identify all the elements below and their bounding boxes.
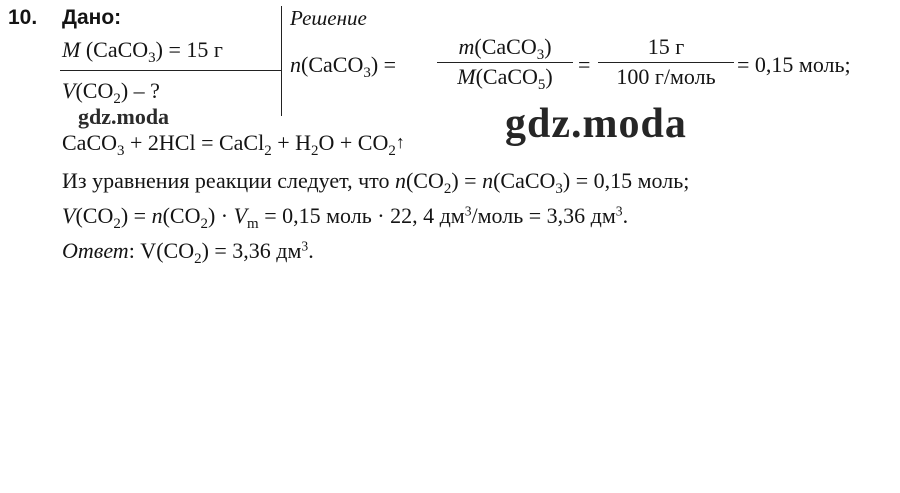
given-title: Дано: [62,6,122,29]
answer-body: : V(CO [128,238,195,263]
l2-s1: 2 [443,181,452,198]
given-find-sub: 2 [113,91,121,108]
reaction-d: O + CO [318,130,389,155]
frac1-numerator [437,34,573,64]
reaction-b-sub: 2 [264,143,272,160]
l3-s1: 2 [113,216,121,233]
reaction-b: + 2HCl = CaCl [124,130,265,155]
reaction-a-sub: 3 [117,143,125,160]
l2-text: Из уравнения реакции следует, что [62,168,395,193]
l2-p4: ) = 0,15 моль; [562,168,690,193]
frac2-denominator: 100 г/моль [616,64,716,89]
lhs-body: (CaCO [301,52,364,77]
reaction-d-sub: 2 [388,143,396,160]
given-mass-sub: 3 [148,50,156,67]
l3-n: n [151,203,163,228]
l3-p1: (CO [75,203,114,228]
l3-p6: /моль = 3,36 дм [471,203,616,228]
frac1-top-end: ) [544,34,552,59]
reaction-equation [62,130,405,160]
l3-sup2: 3 [615,203,623,219]
l3-p3: (CO [162,203,201,228]
answer-end: . [308,238,314,263]
l3-p7: . [622,203,629,228]
watermark-small: gdz.moda [78,104,170,129]
equation-relation [62,168,690,198]
l3-vm: V [233,203,248,228]
lhs-end: ) = [370,52,397,77]
l2-n1: n [394,168,406,193]
watermark-large: gdz.moda [505,101,687,147]
reaction-c: + H [271,130,311,155]
given-find [62,78,160,108]
frac1-top-body: (CaCO [474,34,537,59]
fraction-values [598,34,734,90]
frac1-bot-end: ) [545,64,553,89]
l3-p4: ) · [207,203,234,228]
frac1-bot-sub: 5 [537,77,546,94]
reaction-a: CaCO [62,130,117,155]
frac1-top-sub: 3 [536,47,545,64]
l2-p1: (CO [405,168,444,193]
reaction-c-sub: 2 [310,143,319,160]
l3-p2: ) = [120,203,152,228]
l2-p2: ) = [451,168,483,193]
given-mass-symbol: M [62,37,81,62]
given-find-q: ) – ? [120,78,160,103]
answer-sup: 3 [301,238,309,254]
answer-line [62,238,314,268]
frac1-denominator [437,64,573,94]
frac1-m: m [458,34,475,59]
answer-label: Ответ [62,238,129,263]
l2-p3: (CaCO [493,168,556,193]
frac1-bot-body: (CaCO [475,64,538,89]
amount-lhs [290,52,397,82]
given-find-symbol: V [62,78,76,103]
solution-title: Решение [290,6,367,30]
equals-sign: = [578,52,591,77]
answer-rest: ) = 3,36 дм [201,238,302,263]
answer-sub: 2 [194,251,202,268]
frac1-bar [437,62,573,63]
l3-p5: = 0,15 моль · 22, 4 дм [258,203,465,228]
volume-calculation [62,203,629,233]
fraction-mass-over-molar [437,34,573,94]
given-mass-value: ) = 15 г [155,37,223,62]
problem-number: 10. [8,6,38,29]
l3-s2: 2 [200,216,208,233]
amount-result: = 0,15 моль; [737,52,851,77]
given-mass-formula: (CaCO [80,37,149,62]
lhs-n: n [290,52,301,77]
given-divider [60,70,282,71]
l3-v: V [62,203,76,228]
lhs-sub: 3 [363,65,371,82]
frac2-numerator: 15 г [647,34,685,59]
given-find-formula: (CO [75,78,114,103]
frac1-M: M [457,64,476,89]
l3-vm-sub: m [247,216,259,233]
l2-n2: n [482,168,494,193]
vertical-divider [281,6,282,116]
frac2-bar [598,62,734,63]
l2-s2: 3 [555,181,563,198]
l3-sup1: 3 [464,203,472,219]
gas-arrow-icon: ↑ [395,132,405,152]
given-mass [62,37,223,67]
